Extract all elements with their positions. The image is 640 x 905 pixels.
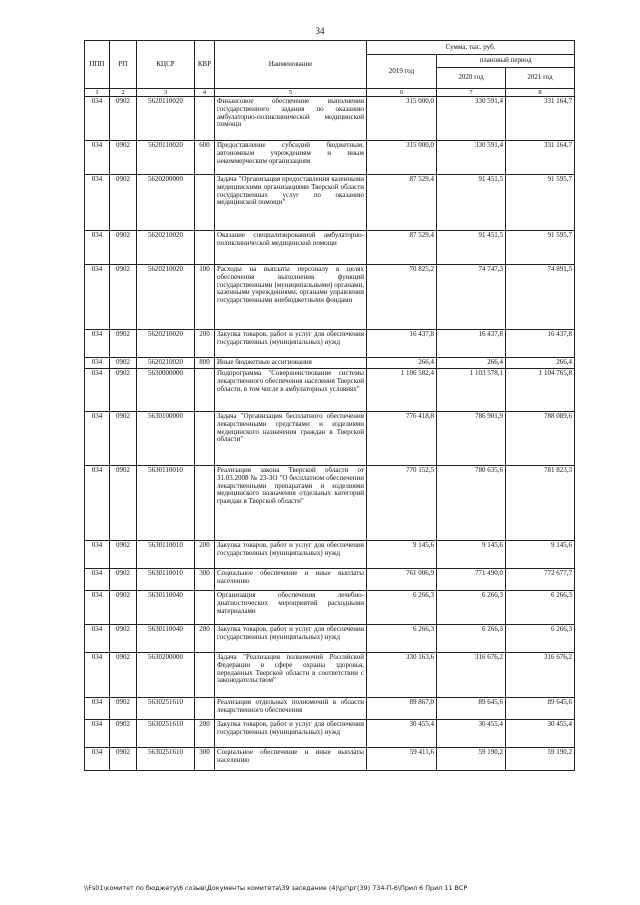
cell-amount-2021: 266,4 bbox=[506, 358, 575, 369]
cell-amount-2020: 59 190,2 bbox=[437, 748, 506, 771]
cell-amount-2021: 59 190,2 bbox=[506, 748, 575, 771]
cell-amount-2021: 9 145,6 bbox=[506, 541, 575, 569]
cell-amount-2021: 316 676,2 bbox=[506, 653, 575, 698]
table-row bbox=[85, 231, 575, 265]
cell-amount-2021: 331 164,7 bbox=[506, 97, 575, 141]
cell-kcsr: 5630251610 bbox=[137, 720, 195, 748]
header-rp: РП bbox=[110, 41, 137, 89]
cell-kcsr: 5630110040 bbox=[137, 625, 195, 653]
cell-kvr bbox=[195, 175, 215, 231]
cell-name: Задача "Организация бесплатного обеспечения лекарственными средствами и изделиями медицинского назначения граждан в Тверской области" bbox=[215, 412, 367, 466]
cell-name: Иные бюджетные ассигнования bbox=[215, 358, 367, 369]
table-header bbox=[85, 41, 575, 97]
cell-amount-2020: 74 747,3 bbox=[437, 265, 506, 330]
table-row bbox=[85, 358, 575, 369]
cell-amount-2019: 9 145,6 bbox=[367, 541, 437, 569]
table-row bbox=[85, 369, 575, 412]
cell-ppp: 034 bbox=[85, 625, 110, 653]
cell-rp: 0902 bbox=[110, 265, 137, 330]
cell-kvr bbox=[195, 231, 215, 265]
table-row bbox=[85, 720, 575, 748]
column-number: 1 bbox=[85, 89, 110, 97]
cell-kcsr: 5620210020 bbox=[137, 231, 195, 265]
table-row bbox=[85, 541, 575, 569]
cell-amount-2019: 59 411,6 bbox=[367, 748, 437, 771]
cell-kcsr: 5620200000 bbox=[137, 175, 195, 231]
cell-amount-2020: 1 103 578,1 bbox=[437, 369, 506, 412]
budget-table bbox=[84, 40, 575, 771]
cell-amount-2019: 776 418,8 bbox=[367, 412, 437, 466]
cell-name: Задача "Организация предоставления казенными медицинскими организациями Тверской области государственных услуг по оказанию медицинской помощи" bbox=[215, 175, 367, 231]
cell-rp: 0902 bbox=[110, 748, 137, 771]
cell-kvr: 800 bbox=[195, 358, 215, 369]
cell-name: Оказание специализированной амбулаторно-поликлинической медицинской помощи bbox=[215, 231, 367, 265]
cell-amount-2019: 330 163,6 bbox=[367, 653, 437, 698]
header-name: Наименование bbox=[215, 41, 367, 89]
column-number: 5 bbox=[215, 89, 367, 97]
cell-kcsr: 5620210020 bbox=[137, 358, 195, 369]
cell-amount-2021: 74 891,5 bbox=[506, 265, 575, 330]
cell-amount-2020: 89 645,6 bbox=[437, 698, 506, 720]
cell-rp: 0902 bbox=[110, 466, 137, 541]
cell-kvr bbox=[195, 591, 215, 625]
header-kvr: КВР bbox=[195, 41, 215, 89]
table-row bbox=[85, 653, 575, 698]
cell-amount-2019: 87 529,4 bbox=[367, 231, 437, 265]
cell-kcsr: 5630110010 bbox=[137, 466, 195, 541]
cell-amount-2019: 770 152,5 bbox=[367, 466, 437, 541]
cell-kcsr: 5630110010 bbox=[137, 569, 195, 591]
cell-amount-2021: 91 595,7 bbox=[506, 231, 575, 265]
column-number: 4 bbox=[195, 89, 215, 97]
cell-kcsr: 5630200000 bbox=[137, 653, 195, 698]
table-row bbox=[85, 569, 575, 591]
cell-rp: 0902 bbox=[110, 97, 137, 141]
cell-amount-2021: 91 595,7 bbox=[506, 175, 575, 231]
cell-rp: 0902 bbox=[110, 698, 137, 720]
cell-name: Закупка товаров, работ и услуг для обеспечения государственных (муниципальных) нужд bbox=[215, 330, 367, 358]
cell-rp: 0902 bbox=[110, 720, 137, 748]
header-planned-period: плановый период bbox=[437, 55, 575, 68]
cell-kcsr: 5620210020 bbox=[137, 265, 195, 330]
cell-ppp: 034 bbox=[85, 541, 110, 569]
cell-kvr: 100 bbox=[195, 265, 215, 330]
cell-rp: 0902 bbox=[110, 625, 137, 653]
cell-amount-2020: 786 901,9 bbox=[437, 412, 506, 466]
cell-amount-2021: 6 266,3 bbox=[506, 591, 575, 625]
column-number: 3 bbox=[137, 89, 195, 97]
header-2019: 2019 год bbox=[367, 55, 437, 89]
cell-kcsr: 5630000000 bbox=[137, 369, 195, 412]
cell-amount-2019: 87 529,4 bbox=[367, 175, 437, 231]
cell-name: Задача "Реализация полномочий Российской Федерации в сфере охраны здоровья, переданных Тверской области в соответствии с законодательством" bbox=[215, 653, 367, 698]
cell-amount-2021: 788 089,6 bbox=[506, 412, 575, 466]
cell-kvr: 600 bbox=[195, 141, 215, 175]
table-body bbox=[85, 97, 575, 771]
header-ppp: ППП bbox=[85, 41, 110, 89]
table-row bbox=[85, 175, 575, 231]
cell-amount-2021: 1 104 765,8 bbox=[506, 369, 575, 412]
cell-amount-2021: 331 164,7 bbox=[506, 141, 575, 175]
cell-rp: 0902 bbox=[110, 358, 137, 369]
cell-ppp: 034 bbox=[85, 569, 110, 591]
cell-kvr bbox=[195, 698, 215, 720]
cell-rp: 0902 bbox=[110, 541, 137, 569]
cell-kvr bbox=[195, 97, 215, 141]
cell-kvr: 200 bbox=[195, 541, 215, 569]
cell-kvr: 200 bbox=[195, 330, 215, 358]
cell-amount-2019: 89 867,0 bbox=[367, 698, 437, 720]
cell-amount-2020: 16 437,8 bbox=[437, 330, 506, 358]
header-sum: Сумма, тыс. руб. bbox=[367, 41, 575, 55]
cell-rp: 0902 bbox=[110, 412, 137, 466]
cell-rp: 0902 bbox=[110, 330, 137, 358]
cell-ppp: 034 bbox=[85, 175, 110, 231]
cell-kcsr: 5630100000 bbox=[137, 412, 195, 466]
cell-rp: 0902 bbox=[110, 591, 137, 625]
table-row bbox=[85, 97, 575, 141]
cell-amount-2020: 30 455,4 bbox=[437, 720, 506, 748]
cell-name: Финансовое обеспечение выполнения государственного задания по оказанию амбулаторно-поликлинической медицинской помощи bbox=[215, 97, 367, 141]
cell-kcsr: 5630251610 bbox=[137, 698, 195, 720]
cell-ppp: 034 bbox=[85, 330, 110, 358]
cell-kvr bbox=[195, 466, 215, 541]
cell-amount-2021: 781 823,3 bbox=[506, 466, 575, 541]
cell-kvr: 300 bbox=[195, 569, 215, 591]
cell-amount-2020: 771 490,0 bbox=[437, 569, 506, 591]
column-number: 2 bbox=[110, 89, 137, 97]
table-row bbox=[85, 412, 575, 466]
cell-name: Реализация закона Тверской области от 31.03.2008 № 23-ЗО "О бесплатном обеспечении лекарственными препаратами и изделиями медицинского назначения отдельных категорий граждан в Тверской области" bbox=[215, 466, 367, 541]
table-row bbox=[85, 466, 575, 541]
cell-ppp: 034 bbox=[85, 97, 110, 141]
cell-kcsr: 5620110020 bbox=[137, 141, 195, 175]
cell-amount-2020: 316 676,2 bbox=[437, 653, 506, 698]
column-number: 6 bbox=[367, 89, 437, 97]
cell-amount-2021: 16 437,8 bbox=[506, 330, 575, 358]
cell-amount-2020: 780 635,6 bbox=[437, 466, 506, 541]
cell-rp: 0902 bbox=[110, 653, 137, 698]
cell-kcsr: 5620210020 bbox=[137, 330, 195, 358]
cell-amount-2020: 266,4 bbox=[437, 358, 506, 369]
cell-ppp: 034 bbox=[85, 141, 110, 175]
header-2021: 2021 год bbox=[506, 68, 575, 89]
cell-kcsr: 5630110040 bbox=[137, 591, 195, 625]
cell-kvr bbox=[195, 369, 215, 412]
cell-amount-2020: 91 451,5 bbox=[437, 231, 506, 265]
cell-name: Предоставление субсидий бюджетным, автономным учреждениям и иным некоммерческим организациям bbox=[215, 141, 367, 175]
footer-file-path: \\Fs01\комитет по бюджету\6 созыв\Документы комитета\39 заседание (4)\рг\рг(39) 734-П-6\Прил 6 Прил 11 ВСР bbox=[84, 884, 468, 892]
cell-name: Закупка товаров, работ и услуг для обеспечения государственных (муниципальных) нужд bbox=[215, 541, 367, 569]
table-row bbox=[85, 625, 575, 653]
cell-rp: 0902 bbox=[110, 231, 137, 265]
table-row bbox=[85, 748, 575, 771]
column-number: 8 bbox=[506, 89, 575, 97]
cell-amount-2019: 266,4 bbox=[367, 358, 437, 369]
cell-rp: 0902 bbox=[110, 141, 137, 175]
cell-ppp: 034 bbox=[85, 231, 110, 265]
cell-amount-2020: 9 145,6 bbox=[437, 541, 506, 569]
cell-kvr: 300 bbox=[195, 748, 215, 771]
table-row bbox=[85, 330, 575, 358]
cell-ppp: 034 bbox=[85, 698, 110, 720]
cell-ppp: 034 bbox=[85, 748, 110, 771]
cell-amount-2021: 30 455,4 bbox=[506, 720, 575, 748]
cell-amount-2019: 761 006,9 bbox=[367, 569, 437, 591]
cell-amount-2019: 30 455,4 bbox=[367, 720, 437, 748]
cell-kcsr: 5620110020 bbox=[137, 97, 195, 141]
cell-amount-2020: 330 591,4 bbox=[437, 141, 506, 175]
cell-name: Социальное обеспечение и иные выплаты населению bbox=[215, 748, 367, 771]
cell-rp: 0902 bbox=[110, 369, 137, 412]
cell-amount-2021: 6 266,3 bbox=[506, 625, 575, 653]
cell-amount-2019: 70 825,2 bbox=[367, 265, 437, 330]
table-row bbox=[85, 265, 575, 330]
cell-amount-2021: 89 645,6 bbox=[506, 698, 575, 720]
cell-name: Реализация отдельных полномочий в области лекарственного обеспечения bbox=[215, 698, 367, 720]
cell-kvr bbox=[195, 653, 215, 698]
cell-ppp: 034 bbox=[85, 358, 110, 369]
cell-amount-2019: 16 437,8 bbox=[367, 330, 437, 358]
cell-ppp: 034 bbox=[85, 466, 110, 541]
cell-ppp: 034 bbox=[85, 653, 110, 698]
cell-name: Социальное обеспечение и иные выплаты населению bbox=[215, 569, 367, 591]
cell-kvr: 200 bbox=[195, 625, 215, 653]
cell-amount-2019: 315 000,0 bbox=[367, 97, 437, 141]
cell-name: Закупка товаров, работ и услуг для обеспечения государственных (муниципальных) нужд bbox=[215, 720, 367, 748]
cell-ppp: 034 bbox=[85, 369, 110, 412]
table-row bbox=[85, 141, 575, 175]
cell-kcsr: 5630251610 bbox=[137, 748, 195, 771]
header-kcsr: КЦСР bbox=[137, 41, 195, 89]
cell-amount-2019: 6 266,3 bbox=[367, 625, 437, 653]
cell-kcsr: 5630110010 bbox=[137, 541, 195, 569]
cell-amount-2020: 6 266,3 bbox=[437, 625, 506, 653]
column-number: 7 bbox=[437, 89, 506, 97]
cell-name: Закупка товаров, работ и услуг для обеспечения государственных (муниципальных) нужд bbox=[215, 625, 367, 653]
cell-kvr bbox=[195, 412, 215, 466]
cell-ppp: 034 bbox=[85, 591, 110, 625]
cell-amount-2020: 6 266,3 bbox=[437, 591, 506, 625]
cell-amount-2019: 315 000,0 bbox=[367, 141, 437, 175]
cell-ppp: 034 bbox=[85, 412, 110, 466]
cell-rp: 0902 bbox=[110, 175, 137, 231]
cell-name: Подпрограмма "Совершенствование системы лекарственного обеспечения населения Тверской области, в том числе в амбулаторных условиях" bbox=[215, 369, 367, 412]
cell-kvr: 200 bbox=[195, 720, 215, 748]
table-row bbox=[85, 591, 575, 625]
cell-amount-2021: 772 677,7 bbox=[506, 569, 575, 591]
cell-name: Организация обеспечения лечебно-диагностических мероприятий расходными материалами bbox=[215, 591, 367, 625]
cell-name: Расходы на выплаты персоналу в целях обеспечения выполнения функций государственными (муниципальными) органами, казенными учреждениями, органами управления государственными внебюджетными фондами bbox=[215, 265, 367, 330]
cell-ppp: 034 bbox=[85, 265, 110, 330]
cell-amount-2020: 330 591,4 bbox=[437, 97, 506, 141]
cell-amount-2020: 91 451,5 bbox=[437, 175, 506, 231]
cell-amount-2019: 6 266,3 bbox=[367, 591, 437, 625]
header-2020: 2020 год bbox=[437, 68, 506, 89]
cell-amount-2019: 1 106 582,4 bbox=[367, 369, 437, 412]
cell-ppp: 034 bbox=[85, 720, 110, 748]
page-number: 34 bbox=[315, 26, 325, 36]
cell-rp: 0902 bbox=[110, 569, 137, 591]
table-row bbox=[85, 698, 575, 720]
